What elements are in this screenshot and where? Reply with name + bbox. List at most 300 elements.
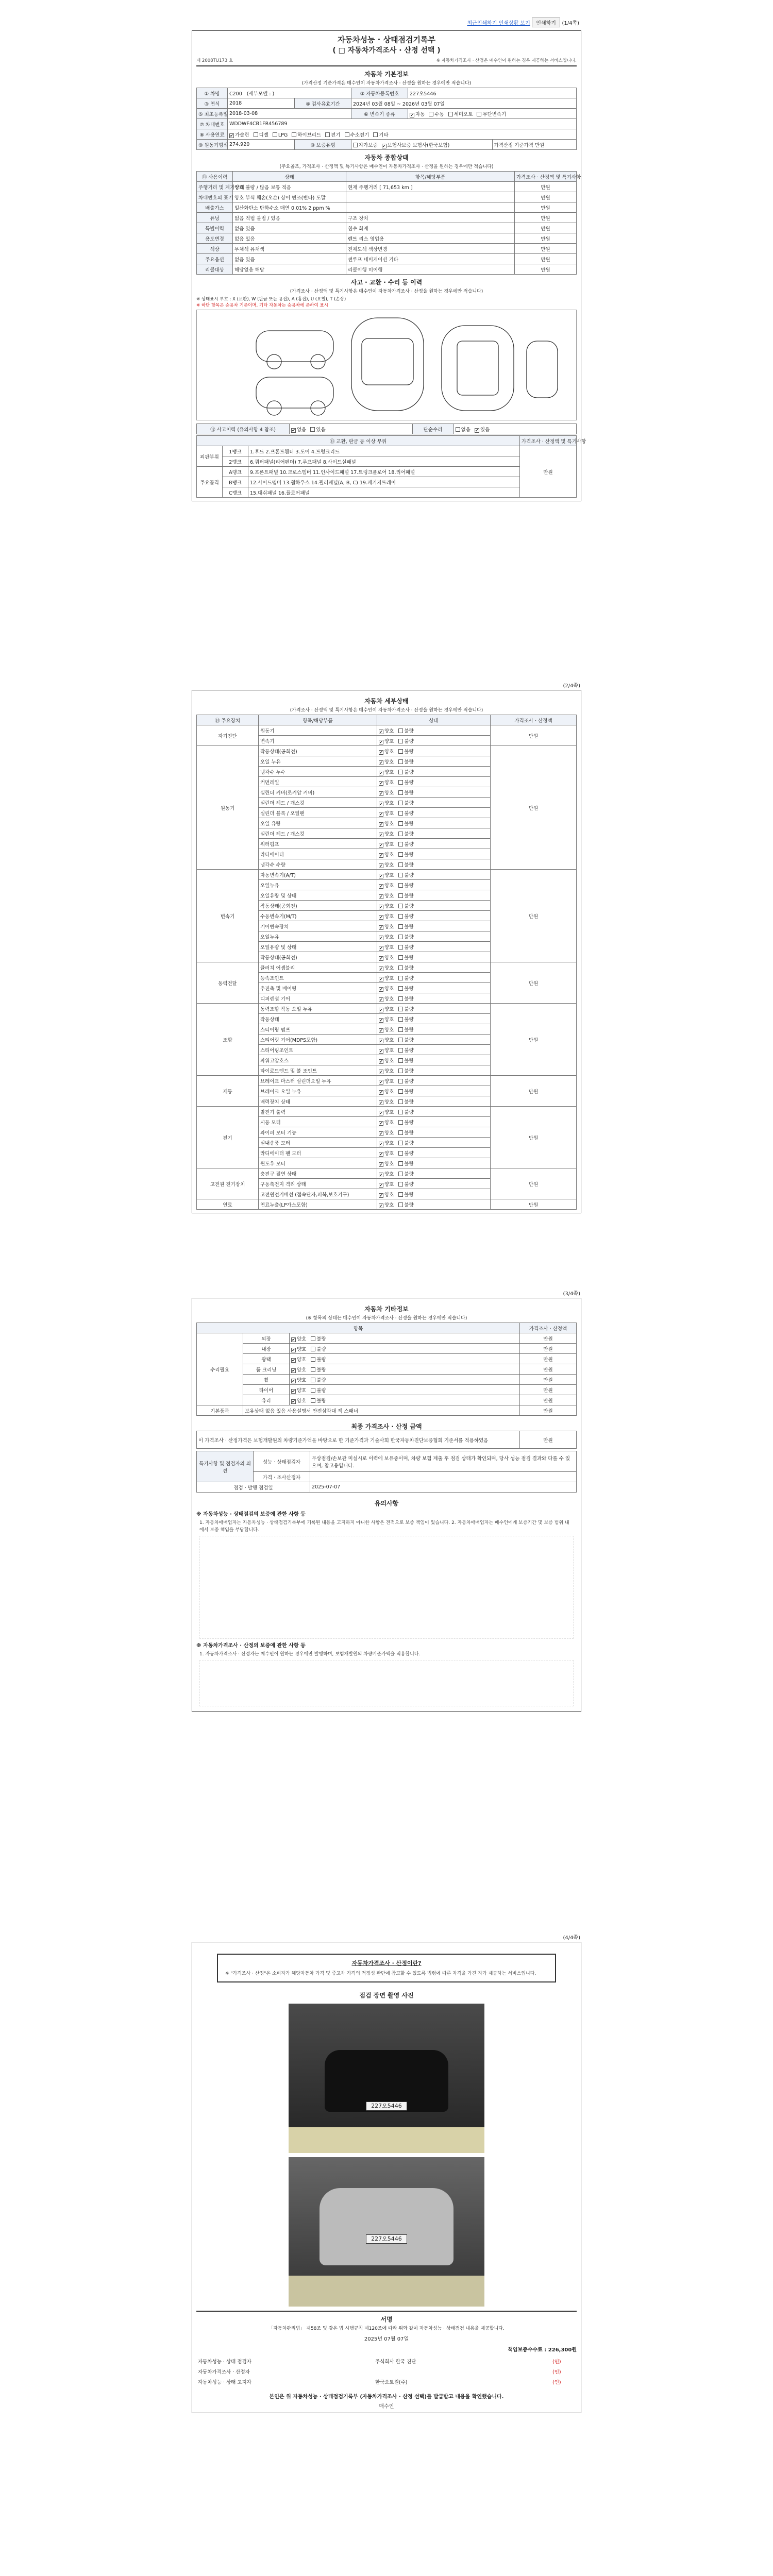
table-row <box>197 1333 577 1344</box>
item-status[interactable]: ✔ 양호 불량 <box>377 1199 491 1210</box>
car-name-label: ① 차명 <box>197 88 228 98</box>
guarantee-label: ⑩ 보증유형 <box>295 140 351 150</box>
sign-date: 2025년 07월 07일 <box>364 2336 409 2342</box>
item-label: 시동 모터 <box>259 1117 377 1127</box>
group-label: 자기진단 <box>197 725 259 746</box>
car-photo-front <box>289 2004 484 2153</box>
car-frame <box>442 326 514 411</box>
cell: 차대번호의 표기 <box>197 192 233 202</box>
item-label: 휠 <box>243 1375 290 1385</box>
spec-inspector: 성능 · 상태점검자 <box>254 1451 310 1472</box>
table-row <box>197 1168 577 1179</box>
checkbox[interactable] <box>373 132 378 137</box>
cell: 없음 있음 <box>233 233 346 244</box>
cell: 특별이력 <box>197 223 233 233</box>
car-roof <box>362 338 413 385</box>
item-status[interactable]: ✔ 양호 불량 <box>377 1045 491 1055</box>
col-header: 상태 <box>233 172 346 182</box>
item-label: 유리 <box>243 1395 290 1405</box>
item-label: 워터펌프 <box>259 839 377 849</box>
cell: 주행거리 및 계기상태 <box>197 182 233 192</box>
basic-items-value: 보유상태 없음 있음 사용설명서 안전삼각대 잭 스패너 <box>243 1405 520 1416</box>
cell <box>346 202 515 213</box>
section-basic-info: 자동차 기본정보 <box>364 71 409 78</box>
cell: 만원 <box>515 223 577 233</box>
cell: 양호 불량 / 많음 보통 적음 <box>233 182 346 192</box>
rank-c: C랭크 <box>223 487 248 498</box>
cell: 침수 화재 <box>346 223 515 233</box>
info-box-title: 자동차가격조사 · 산정이란? <box>351 1960 422 1967</box>
cell: 현재 주행거리 [ 71,653 km ] <box>346 182 515 192</box>
fuel-label: ⑧ 사용연료 <box>197 129 228 140</box>
item-status[interactable]: ✔ 양호 불량 <box>377 1055 491 1065</box>
sign-statement: 「자동차관리법」 제58조 및 같은 법 시행규칙 제120조에 따라 위와 같이 자동차성능 · 상태점검 내용을 제공합니다. <box>268 2326 505 2331</box>
page-number: (1/4쪽) <box>562 21 579 26</box>
table-row <box>197 213 577 223</box>
item-status[interactable]: ✔ 양호 불량 <box>290 1333 520 1344</box>
item-label: 라디에이터 <box>259 849 377 859</box>
col-header: 가격조사 · 산정액 <box>520 1323 577 1333</box>
checkbox[interactable] <box>310 427 315 432</box>
fuel-hydrogen: 수소전기 <box>350 132 369 138</box>
checkbox[interactable] <box>382 144 386 148</box>
col-header: 항목 <box>197 1323 520 1333</box>
item-status[interactable]: ✔ 양호 불량 <box>377 942 491 952</box>
item-status[interactable]: ✔ 양호 불량 <box>377 839 491 849</box>
price-cell: 만원 <box>491 1004 577 1076</box>
col-header: 항목/해당부품 <box>259 715 377 725</box>
vin: WDDWF4CB1FR456789 <box>228 119 577 129</box>
table-row <box>197 1385 577 1395</box>
col-header: 가격조사 · 산정액 <box>491 715 577 725</box>
spec-inspector-note: 무상점검/손보관 미실시로 이력에 보유중이며, 차량 보험 제출 후 점검 상태가 확인되며, 당사 성능 점검 결과와 다를 수 있으며, 참고용입니다. <box>310 1451 577 1472</box>
frame-parts: 주요골격 <box>197 467 223 498</box>
item-label: 작동상태(공회전) <box>259 901 377 911</box>
rankC-parts: 15.대쉬패널 16.플로어패널 <box>248 487 520 498</box>
item-label: 내장 <box>243 1344 290 1354</box>
price-cell: 만원 <box>491 962 577 1004</box>
car-type-note: ※ 하단 항목은 승용차 기준이며, 기타 자동차는 승용차에 준하여 표시 <box>196 303 328 308</box>
table-row <box>197 244 577 254</box>
engine-type: 274.920 <box>228 140 295 150</box>
cell: 만원 <box>515 182 577 192</box>
item-status[interactable]: ✔ 양호 불량 <box>377 746 491 756</box>
group-label: 수리필요 <box>197 1333 243 1405</box>
item-status[interactable]: ✔ 양호 불량 <box>377 736 491 746</box>
basic-items: 기본품목 <box>197 1405 243 1416</box>
form-title: 자동차성능 · 상태점검기록부 <box>337 35 436 44</box>
price-cell: 만원 <box>520 1364 577 1375</box>
group-label: 전기 <box>197 1107 259 1168</box>
license-plate: 227오5446 <box>366 2234 407 2244</box>
exchange-table: ⑬ 교환, 판금 등 이상 부위 가격조사 · 산정액 및 특기사항 외판부위 1랭크 1.후드 2.프론트휀더 3.도어 4.트렁크리드 만원 2랭크 6.쿼터패널(리어펜더) 7.루프패널 8.사이드실패널 주요골격 A랭크 9.프론트패널 10.크로스멤버 11.인사이드패널 17.트렁크플로어 18.리어패널 B랭크 12.사이드멤버 13.휠하우스 14.필러패널(A, B, C) 19.패키지트레이 C랭크 15.대쉬패널 16.플로어패널 <box>196 435 577 498</box>
reg-number: 227오5446 <box>408 88 577 98</box>
item-label: 실린더 헤드 / 개스킷 <box>259 828 377 839</box>
item-status[interactable]: ✔ 양호 불량 <box>377 1189 491 1199</box>
checkbox[interactable] <box>229 133 234 138</box>
car-silhouette <box>320 2188 453 2265</box>
col-header: 항목/해당부품 <box>346 172 515 182</box>
price-cell: 만원 <box>520 1333 577 1344</box>
item-label: 오일유량 및 상태 <box>259 890 377 901</box>
price-unit: 만원 <box>534 142 545 148</box>
sign-table: 자동차성능 · 상태 점검자 주식회사 한국 진단 (인) 자동차가격조사 · 산정자 (인) 자동차성능 · 상태 고지자 한국오토원(주) (인) <box>196 2356 577 2387</box>
price-cell: 만원 <box>491 725 577 746</box>
item-status[interactable]: ✔ 양호 불량 <box>377 911 491 921</box>
car-floor <box>457 341 498 395</box>
guarantee-insurer: 보험사보증 보험사(한국보험) <box>387 142 450 148</box>
section-note: (가격조사 · 산정액 및 특기사항은 매수인이 자동차가격조사 · 산정을 원하는 경우에만 적습니다) <box>290 708 483 713</box>
item-label: 스티어링조인트 <box>259 1045 377 1055</box>
item-label: 오일누유 <box>259 880 377 890</box>
item-status[interactable]: ✔ 양호 불량 <box>377 859 491 870</box>
rank-b: B랭크 <box>223 477 248 487</box>
item-status[interactable]: ✔ 양호 불량 <box>377 952 491 962</box>
cell: 색상 <box>197 244 233 254</box>
item-label: 구동축전지 격리 상태 <box>259 1179 377 1189</box>
item-label: 발전기 출력 <box>259 1107 377 1117</box>
trans-manual: 수동 <box>434 111 444 117</box>
buyer-label: 매수인 <box>379 2404 394 2410</box>
rankA-parts: 9.프론트패널 10.크로스멤버 11.인사이드패널 17.트렁크플로어 18.리어패널 <box>248 467 520 477</box>
notice-heading-2: ※ 자동차가격조사 · 산정의 보증에 관한 사항 등 <box>196 1643 306 1649</box>
outer-parts: 외판부위 <box>197 446 223 467</box>
item-label: 광택 <box>243 1354 290 1364</box>
price-cell: 만원 <box>491 1199 577 1210</box>
cell: 배출가스 <box>197 202 233 213</box>
checkbox[interactable] <box>345 132 349 137</box>
spec-table <box>196 1451 577 1493</box>
section-detail: 자동차 세부상태 <box>364 698 409 705</box>
table-row <box>197 1107 577 1117</box>
engine-label: ⑨ 원동기형식 <box>197 140 228 150</box>
checkbox[interactable] <box>429 112 433 116</box>
overall-table <box>196 171 581 275</box>
rank-a: A랭크 <box>223 467 248 477</box>
checkbox[interactable] <box>273 132 277 137</box>
item-status[interactable]: ✔ 양호 불량 <box>377 787 491 798</box>
form-page-1 <box>192 30 586 501</box>
table-row <box>197 1344 577 1354</box>
notice-body <box>199 1660 574 1706</box>
col-header: 상태 <box>377 715 491 725</box>
car-diagram <box>196 310 577 420</box>
checkbox[interactable] <box>456 427 460 432</box>
item-status[interactable]: ✔ 양호 불량 <box>377 1168 491 1179</box>
cell: 리콜대상 <box>197 264 233 275</box>
notice-text-2: 1. 자동차가격조사 · 산정자는 매수인이 원하는 경우에만 발행하며, 보험개발원의 차량기준가액을 적용합니다. <box>199 1652 421 1657</box>
first-reg-label: ⑤ 최초등록일 <box>197 109 228 119</box>
item-status[interactable]: ✔ 양호 불량 <box>377 1024 491 1035</box>
section-notice: 유의사항 <box>374 1500 399 1507</box>
car-name: C200 <box>229 91 242 97</box>
group-label: 연료 <box>197 1199 259 1210</box>
item-status[interactable]: ✔ 양호 불량 <box>377 828 491 839</box>
item-status[interactable]: ✔ 양호 불량 <box>377 808 491 818</box>
item-status[interactable]: ✔ 양호 불량 <box>290 1354 520 1364</box>
valid-label: ④ 검사유효기간 <box>295 98 351 109</box>
item-status[interactable]: ✔ 양호 불량 <box>290 1364 520 1375</box>
photo-title: 점검 장면 촬영 사진 <box>359 1992 414 1999</box>
price-cell: 만원 <box>491 870 577 962</box>
price-cell: 만원 <box>520 1395 577 1405</box>
section-overall: 자동차 종합상태 <box>364 154 409 161</box>
year: 2018 <box>228 98 295 109</box>
checkbox[interactable] <box>475 428 479 433</box>
table-row <box>197 182 577 192</box>
item-status[interactable]: ✔ 양호 불량 <box>377 993 491 1004</box>
checkbox[interactable] <box>477 112 481 116</box>
item-label: 디퍼렌셜 기어 <box>259 993 377 1004</box>
item-status[interactable]: ✔ 양호 불량 <box>377 870 491 880</box>
cell: 일산화탄소 탄화수소 매연 0.01% 2 ppm % <box>233 202 346 213</box>
print-button[interactable]: 인쇄하기 <box>532 18 560 27</box>
item-label: 오일유량 및 상태 <box>259 942 377 952</box>
accident-table <box>196 423 577 434</box>
cell: 해당없음 해당 <box>233 264 346 275</box>
accident-label: ⑫ 사고이력 (유의사항 4 참조) <box>197 424 290 434</box>
cell: 용도변경 <box>197 233 233 244</box>
item-status[interactable]: ✔ 양호 불량 <box>377 1127 491 1138</box>
spec-appraiser: 가격 · 조사산정자 <box>254 1472 310 1482</box>
other-table: 항목 가격조사 · 산정액 수리필요 외장 ✔ 양호 불량 만원 내장 ✔ 양호 불량 만원 광택 ✔ 양호 불량 만원 룸 크리닝 ✔ 양호 불량 만원 휠 ✔ 양호 불량 만원 타이어 ✔ 양호 불량 만원 유리 ✔ 양호 불량 만원 기본품목 보유상태 없음 있음 사용설명서 안전삼각대 잭 스패너 만원 <box>196 1323 577 1416</box>
table-row <box>197 233 577 244</box>
item-label: 오일 유량 <box>259 818 377 828</box>
price-cell: 만원 <box>491 1107 577 1168</box>
cell: 주요옵션 <box>197 254 233 264</box>
spec-label: 특기사항 및 점검자의 의견 <box>197 1451 254 1482</box>
page-4 <box>192 1932 581 2571</box>
item-label: 추진축 및 베어링 <box>259 983 377 993</box>
item-label: 기어변속장치 <box>259 921 377 931</box>
item-label: 자동변속기(A/T) <box>259 870 377 880</box>
col-header: ⑭ 주요장치 <box>197 715 259 725</box>
checkbox[interactable] <box>254 132 258 137</box>
car-photo-rear <box>289 2157 484 2307</box>
fuel-lpg: LPG <box>278 132 288 138</box>
inspect-date-label: 점검 · 발행 점검일 <box>197 1482 310 1493</box>
item-status[interactable]: ✔ 양호 불량 <box>377 1138 491 1148</box>
detail-table <box>196 715 577 1210</box>
item-status[interactable]: ✔ 양호 불량 <box>377 1035 491 1045</box>
cell: 없음 있음 <box>233 254 346 264</box>
trans-auto: 자동 <box>415 111 425 117</box>
item-status[interactable]: ✔ 양호 불량 <box>377 890 491 901</box>
section-note: (가격산정 기준가격은 매수인이 자동차가격조사 · 산정을 원하는 경우에만 적습니다) <box>301 81 472 86</box>
signer-notifier: 자동차성능 · 상태 고지자 <box>198 2380 251 2385</box>
cell: 만원 <box>515 233 577 244</box>
item-status[interactable]: ✔ 양호 불량 <box>377 1014 491 1024</box>
price-cell: 만원 <box>520 1385 577 1395</box>
info-box-text: ※ "가격조사 · 산정"은 소비자가 해당자동차 가격 및 중고차 가격의 적정성 판단에 참고할 수 있도록 법령에 따른 자격을 가진 자가 제공하는 서비스입니다. <box>225 1971 536 1976</box>
item-label: 변속기 <box>259 736 377 746</box>
item-label: 냉각수 수량 <box>259 859 377 870</box>
col-header: ⑪ 사용이력 <box>197 172 233 182</box>
cell: 만원 <box>515 244 577 254</box>
simple-yes: 있음 <box>480 427 490 433</box>
recent-print-link[interactable]: 최근인쇄하기 인쇄상황 보기 <box>467 21 530 26</box>
item-label: 오일누유 <box>259 931 377 942</box>
notice-heading-1: ※ 자동차성능 · 상태점검의 보증에 관한 사항 등 <box>196 1512 306 1517</box>
item-status[interactable]: ✔ 양호 불량 <box>377 931 491 942</box>
car-model: (세부모델 : ) <box>246 91 275 97</box>
item-label: 연료누출(LP가스포함) <box>259 1199 377 1210</box>
cell: 없음 적법 불법 / 있음 <box>233 213 346 223</box>
basic-info-table <box>196 88 577 150</box>
signer-notifier-name: 한국오토원(주) <box>375 2380 408 2385</box>
notice-body <box>199 1536 574 1639</box>
item-label: 작동상태(공회전) <box>259 746 377 756</box>
item-status[interactable]: ✔ 양호 불량 <box>377 1065 491 1076</box>
cell: 무채색 유채색 <box>233 244 346 254</box>
item-status[interactable]: ✔ 양호 불량 <box>377 1158 491 1168</box>
form-page-4 <box>192 1942 581 2413</box>
item-status[interactable]: ✔ 양호 불량 <box>377 962 491 973</box>
price-cell: 만원 <box>520 1375 577 1385</box>
section-other: 자동차 기타정보 <box>364 1306 409 1313</box>
form-page-2 <box>192 690 581 1213</box>
page-1 <box>192 15 586 538</box>
checkbox[interactable] <box>291 428 296 433</box>
cell: 썬루프 네비게이션 기타 <box>346 254 515 264</box>
page-number: (3/4쪽) <box>563 1291 580 1297</box>
final-note: 이 가격조사 · 산정가격은 보험개발원의 차량기준가액을 바탕으로 한 기준가격과 기술사회 한국자동차진단보증협회 기준서를 적용하였음 <box>197 1431 520 1449</box>
item-label: 브레이크 마스터 실린더오일 누유 <box>259 1076 377 1086</box>
symbol-note: ※ 상태표시 부호 : X (교환), W (판금 또는 용접), A (흠집), U (요철), T (손상) <box>196 297 346 302</box>
cell: 만원 <box>515 264 577 275</box>
item-status[interactable]: ✔ 양호 불량 <box>377 798 491 808</box>
item-status[interactable]: ✔ 양호 불량 <box>377 725 491 736</box>
item-label: 클러치 어셈블리 <box>259 962 377 973</box>
item-label: 브레이크 오일 누유 <box>259 1086 377 1096</box>
item-status[interactable]: ✔ 양호 불량 <box>377 1086 491 1096</box>
item-status[interactable]: ✔ 양호 불량 <box>377 1107 491 1117</box>
group-label: 고전원 전기장치 <box>197 1168 259 1199</box>
item-status[interactable]: ✔ 양호 불량 <box>377 818 491 828</box>
rankB-parts: 12.사이드멤버 13.휠하우스 14.필러패널(A, B, C) 19.패키지트레이 <box>248 477 520 487</box>
page-number: (2/4쪽) <box>563 683 580 689</box>
checkbox[interactable] <box>325 132 330 137</box>
fuel-gasoline: 가솔린 <box>235 132 249 138</box>
item-status[interactable]: ✔ 양호 불량 <box>377 973 491 983</box>
checkbox[interactable] <box>292 132 296 137</box>
doc-number: 제 2008TU173 호 <box>196 58 233 63</box>
rank-1: 1랭크 <box>223 446 248 456</box>
price-cell: 만원 <box>491 1076 577 1107</box>
cell: 전체도색 색상변경 <box>346 244 515 254</box>
table-row <box>197 223 577 233</box>
item-status[interactable]: ✔ 양호 불량 <box>377 1004 491 1014</box>
item-status[interactable]: ✔ 양호 불량 <box>377 1076 491 1086</box>
group-label: 조향 <box>197 1004 259 1076</box>
table-row <box>197 725 577 736</box>
transmission-label: ⑥ 변속기 종류 <box>351 109 408 119</box>
price-cell: 만원 <box>520 1354 577 1364</box>
item-status[interactable]: ✔ 양호 불량 <box>290 1375 520 1385</box>
section-note: (주요골조, 가격조사 · 산정액 및 특기사항은 매수인이 자동차가격조사 · 산정을 원하는 경우에만 적습니다) <box>279 164 494 170</box>
first-reg: 2018-03-08 <box>228 109 351 119</box>
item-label: 수동변속기(M/T) <box>259 911 377 921</box>
item-status[interactable]: ✔ 양호 불량 <box>377 1179 491 1189</box>
trans-cvt: 무단변속기 <box>482 111 507 117</box>
rank2-parts: 6.쿼터패널(리어펜더) 7.루프패널 8.사이드실패널 <box>248 456 520 467</box>
cell: 구조 장치 <box>346 213 515 223</box>
price-cell: 만원 <box>520 1344 577 1354</box>
table-row <box>197 254 577 264</box>
item-status[interactable]: ✔ 양호 불량 <box>377 767 491 777</box>
floor <box>289 2276 484 2307</box>
item-status[interactable]: ✔ 양호 불량 <box>377 983 491 993</box>
simple-label: 단순수리 <box>412 424 453 434</box>
cell: 만원 <box>515 213 577 223</box>
checkbox[interactable] <box>353 143 358 147</box>
section-accident: 사고 · 교환 · 수리 등 이력 <box>350 279 423 286</box>
item-label: 커먼레일 <box>259 777 377 787</box>
table-row <box>197 1004 577 1014</box>
table-row <box>197 264 577 275</box>
signer-inspector-name: 주식회사 한국 진단 <box>375 2359 416 2365</box>
item-status[interactable]: ✔ 양호 불량 <box>290 1344 520 1354</box>
fuel-hybrid: 하이브리드 <box>297 132 322 138</box>
item-status[interactable]: ✔ 양호 불량 <box>377 1117 491 1127</box>
item-label: 배력장치 상태 <box>259 1096 377 1107</box>
group-label: 동력전달 <box>197 962 259 1004</box>
final-table <box>196 1431 577 1449</box>
table-row <box>197 1395 577 1405</box>
checkbox[interactable] <box>410 113 414 117</box>
sign-title: 서명 <box>380 2316 393 2323</box>
item-status[interactable]: ✔ 양호 불량 <box>377 849 491 859</box>
page-3 <box>192 1288 581 1880</box>
page-2 <box>192 680 581 1236</box>
item-status[interactable]: ✔ 양호 불량 <box>290 1395 520 1405</box>
acc-none: 없음 <box>297 427 307 433</box>
item-label: 작동상태(공회전) <box>259 952 377 962</box>
group-label: 제동 <box>197 1076 259 1107</box>
info-box <box>217 1954 556 1982</box>
table-row <box>197 1354 577 1364</box>
item-status[interactable]: ✔ 양호 불량 <box>377 1096 491 1107</box>
item-status[interactable]: ✔ 양호 불량 <box>377 880 491 890</box>
cell: 만원 <box>515 202 577 213</box>
item-label: 동력조향 작동 오일 누유 <box>259 1004 377 1014</box>
guarantee-self: 자가보증 <box>359 142 378 148</box>
table-row <box>197 1076 577 1086</box>
rank-2: 2랭크 <box>223 456 248 467</box>
fuel-electric: 전기 <box>331 132 341 138</box>
notice-text-1: 1. 자동차매매업자는 자동차성능 · 상태점검기록부에 기록된 내용을 고지하지 아니한 사항은 전적으로 보증 책임이 있습니다. 2. 자동차매매업자는 매수인에게 보증기간 및 보증 범위 내에서 보증 책임을 부담합니다. <box>199 1520 569 1533</box>
cell: 리콜이행 미이행 <box>346 264 515 275</box>
item-status[interactable]: ✔ 양호 불량 <box>377 901 491 911</box>
floor <box>289 2127 484 2153</box>
group-label: 변속기 <box>197 870 259 962</box>
item-status[interactable]: ✔ 양호 불량 <box>290 1385 520 1395</box>
fee: 책임보증수수료 : 226,300원 <box>508 2347 577 2353</box>
item-status[interactable]: ✔ 양호 불량 <box>377 777 491 787</box>
item-label: 라디에이터 팬 모터 <box>259 1148 377 1158</box>
item-status[interactable]: ✔ 양호 불량 <box>377 1148 491 1158</box>
signer-inspector: 자동차성능 · 상태 점검자 <box>198 2359 251 2365</box>
item-label: 충전구 절연 상태 <box>259 1168 377 1179</box>
footer-confirm: 본인은 위 자동차성능 · 상태점검기록부 (자동차가격조사 · 산정 선택)를 발급받고 내용을 확인했습니다. <box>269 2394 504 2400</box>
item-status[interactable]: ✔ 양호 불량 <box>377 756 491 767</box>
section-final-price: 최종 가격조사 · 산정 금액 <box>351 1423 422 1430</box>
form-subtitle: ( □ 자동차가격조사 · 산정 선택 ) <box>332 46 441 55</box>
license-plate: 227오5446 <box>366 2102 407 2111</box>
checkbox[interactable] <box>448 112 453 116</box>
item-status[interactable]: ✔ 양호 불량 <box>377 921 491 931</box>
item-label: 타이어 <box>243 1385 290 1395</box>
